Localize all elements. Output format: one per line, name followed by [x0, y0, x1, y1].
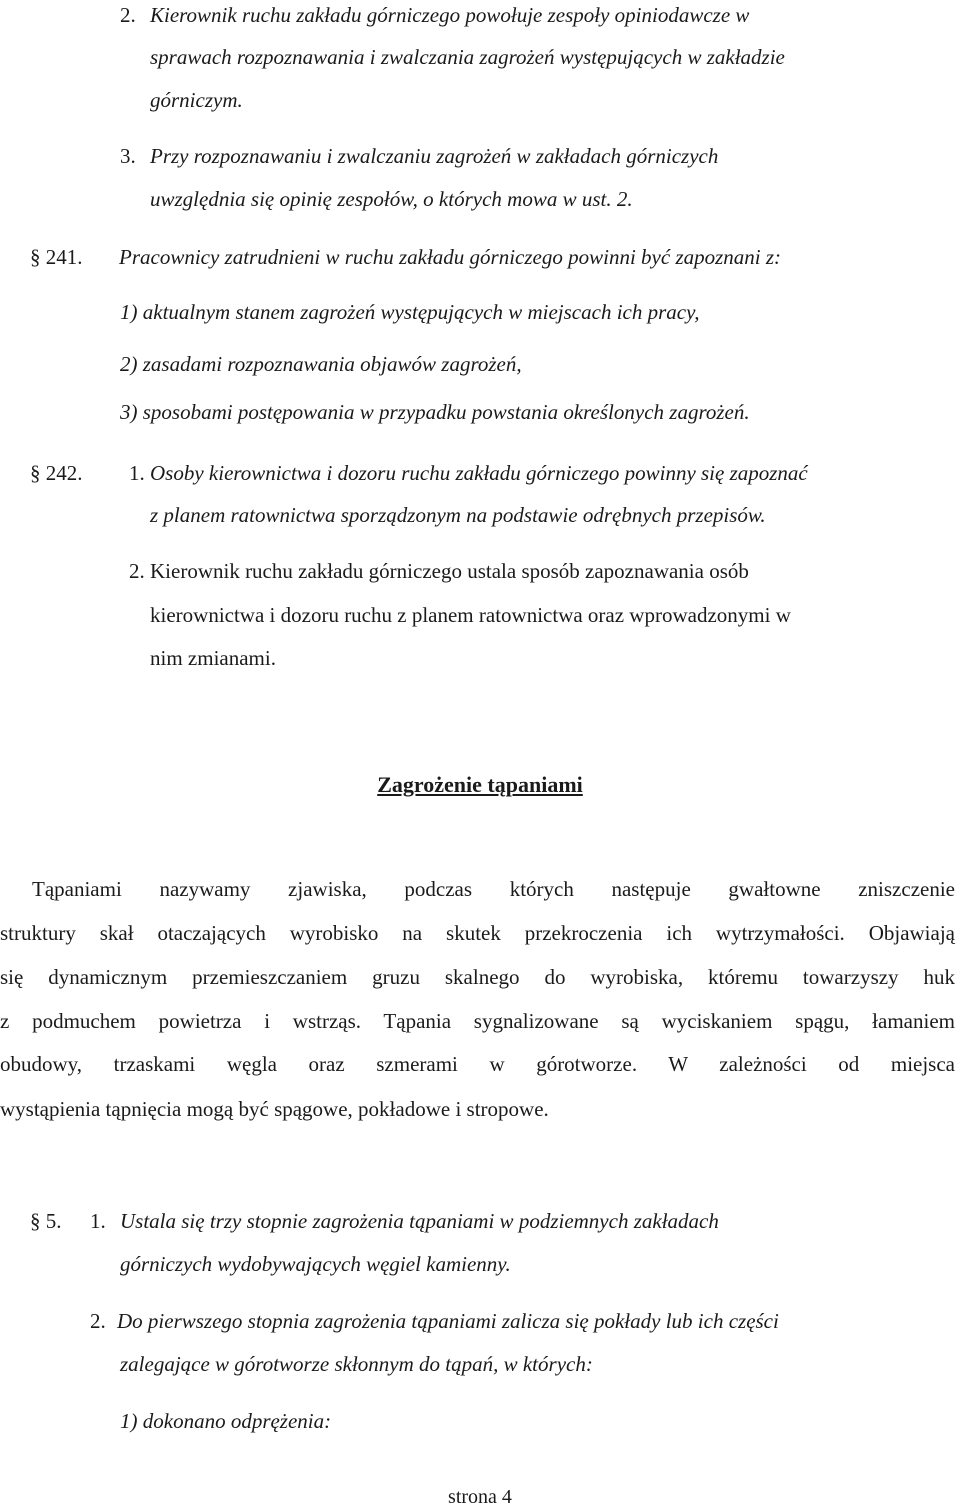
text-line: Przy rozpoznawaniu i zwalczaniu zagrożeń w zakładach górniczych: [150, 144, 719, 168]
text-line: kierownictwa i dozoru ruchu z planem ratownictwa oraz wprowadzonymi w: [150, 603, 791, 627]
text-line: Do pierwszego stopnia zagrożenia tąpaniami zalicza się pokłady lub ich części: [117, 1309, 779, 1333]
text-line: zalegające w górotworze skłonnym do tąpań, w których:: [120, 1352, 593, 1376]
text-line: Kierownik ruchu zakładu górniczego ustala sposób zapoznawania osób: [150, 559, 749, 583]
item-number: 1.: [90, 1209, 106, 1233]
list-item: 1) dokonano odprężenia:: [120, 1409, 332, 1433]
paragraph-intro: Pracownicy zatrudnieni w ruchu zakładu górniczego powinni być zapoznani z:: [119, 245, 782, 269]
body-line: się dynamicznym przemieszczaniem gruzu skalnego do wyrobiska, któremu towarzyszy huk: [0, 965, 955, 989]
body-line: Tąpaniami nazywamy zjawiska, podczas których następuje gwałtowne zniszczenie: [32, 877, 955, 901]
text-line: Ustala się trzy stopnie zagrożenia tąpaniami w podziemnych zakładach: [120, 1209, 719, 1233]
paragraph-label: § 242.: [30, 461, 83, 485]
text-line: nim zmianami.: [150, 646, 276, 670]
body-line: z podmuchem powietrza i wstrząs. Tąpania sygnalizowane są wyciskaniem spągu, łamaniem: [0, 1009, 955, 1033]
text-line: górniczych wydobywających węgiel kamienny.: [120, 1252, 511, 1276]
section-heading: Zagrożenie tąpaniami: [377, 772, 583, 797]
paragraph-label: § 241.: [30, 245, 83, 269]
item-number: 2.: [90, 1309, 106, 1333]
item-number: 1.: [129, 461, 145, 485]
body-line: wystąpienia tąpnięcia mogą być spągowe, pokładowe i stropowe.: [0, 1097, 549, 1121]
item-number: 3.: [120, 144, 136, 168]
list-item: 1) aktualnym stanem zagrożeń występujących w miejscach ich pracy,: [120, 300, 700, 324]
page-number: strona 4: [448, 1486, 512, 1508]
text-line: górniczym.: [150, 88, 243, 112]
text-line: uwzględnia się opinię zespołów, o których mowa w ust. 2.: [150, 187, 633, 211]
item-number: 2.: [120, 3, 136, 27]
paragraph-label: § 5.: [30, 1209, 62, 1233]
body-line: struktury skał otaczających wyrobisko na skutek przekroczenia ich wytrzymałości. Objawiają: [0, 921, 955, 945]
text-line: z planem ratownictwa sporządzonym na podstawie odrębnych przepisów.: [150, 503, 766, 527]
list-item: 2) zasadami rozpoznawania objawów zagrożeń,: [120, 352, 522, 376]
text-line: Osoby kierownictwa i dozoru ruchu zakładu górniczego powinny się zapoznać: [150, 461, 808, 485]
list-item: 3) sposobami postępowania w przypadku powstania określonych zagrożeń.: [120, 400, 750, 424]
body-line: obudowy, trzaskami węgla oraz szmerami w górotworze. W zależności od miejsca: [0, 1052, 955, 1076]
text-line: Kierownik ruchu zakładu górniczego powołuje zespoły opiniodawcze w: [150, 3, 750, 27]
item-number: 2.: [129, 559, 145, 583]
text-line: sprawach rozpoznawania i zwalczania zagrożeń występujących w zakładzie: [150, 45, 785, 69]
